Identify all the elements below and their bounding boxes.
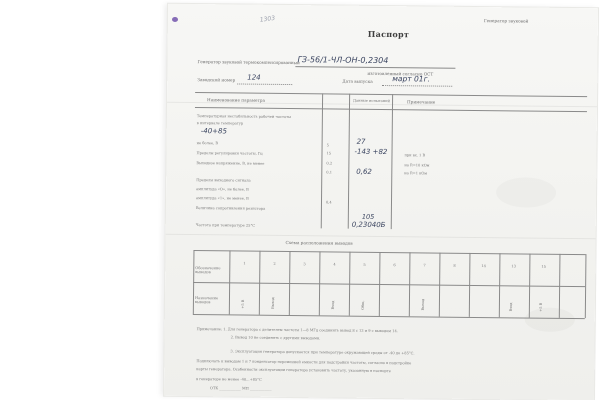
- document-sheet: [164, 4, 598, 400]
- pin-assignment: +5 В: [240, 299, 245, 309]
- factory-number-value: 124: [247, 73, 261, 82]
- note-4: карты генератора. Особенности эксплуатации генератора установить частоту, указанную в паспорте: [196, 367, 391, 374]
- pin-number: 8: [453, 263, 456, 268]
- pin-assignment: +5 В: [538, 302, 543, 312]
- corner-stamp: 1303: [259, 14, 276, 24]
- param-row-label: не более, В: [196, 141, 219, 146]
- param-row-label: Пределы регулировки частоты, Гц: [196, 151, 263, 156]
- pin-table-title: Схема расположения выводов: [285, 240, 353, 246]
- pin-number: 3: [303, 262, 306, 267]
- note-1b: 2. Вывод 10 не соединять с другими выводами.: [230, 335, 321, 341]
- param-row-note: на R=1 кОм: [404, 171, 428, 176]
- param-row-label: в интервале температур: [196, 121, 244, 126]
- left-mark: 0,2: [326, 161, 333, 166]
- pin-row-label-1: Обозначение выводов: [195, 266, 221, 275]
- params-header-data: Данные испытаний: [353, 98, 391, 104]
- pin-number: 15: [541, 264, 546, 269]
- page-title: Паспорт: [367, 28, 410, 40]
- param-row-label: Пределы выходного сигнала: [196, 178, 251, 183]
- param-row-value: -143 +82: [354, 147, 388, 157]
- param-row-value: 0,23040Б: [351, 220, 386, 230]
- pin-number: 1: [243, 261, 246, 266]
- pin-row-label-2: Назначение выводов: [194, 296, 219, 305]
- note-2: 3. Эксплуатация генератора допускается при температуре окружающей среды от -40 до +85°С.: [230, 349, 415, 356]
- date-label: Дата выпуска: [342, 78, 373, 84]
- pin-assignment: Общ.: [360, 300, 365, 310]
- pin-number: 2: [273, 261, 276, 266]
- param-row-label: Частота при температуре 25°С: [195, 223, 256, 228]
- params-header-name: Наименование параметра: [207, 97, 266, 103]
- intro-line1: Генератор звуковой термокомпенсированный: [197, 59, 300, 66]
- param-row-label: амплитуда «О», не более, В: [196, 187, 249, 192]
- paper-stain: [496, 177, 556, 208]
- left-mark: 0,1: [326, 170, 333, 175]
- header-top-right: Генератор звуковой: [483, 18, 529, 24]
- note-3: Подключать к выводам 1 и 7 конденсатор переменной емкости для подстройки частоты, согласно в подстройке: [196, 359, 412, 366]
- param-row-value: -40+85: [200, 127, 227, 136]
- pin-number: 14: [481, 264, 486, 269]
- param-row-label: Величина сопротивления резистора: [195, 206, 266, 211]
- pin-number: 13: [511, 264, 516, 269]
- param-row-note: при вх. 1 В: [404, 153, 426, 158]
- pin-number: 6: [393, 263, 396, 268]
- pin-assignment: Вход: [330, 300, 335, 310]
- pin-assignment: Выход: [270, 297, 275, 309]
- pin-assignment: Вход: [508, 302, 513, 312]
- pin-number: 7: [423, 263, 426, 268]
- left-mark: 5: [326, 143, 329, 148]
- param-row-note: на R=10 кОм: [404, 163, 430, 168]
- param-row-label: Температурная нестабильность рабочей частоты: [196, 114, 292, 120]
- paper-stain: [525, 308, 575, 333]
- note-1: Примечание: 1. Для генератора с делителем частоты 1—8 МГц соединить вывод 8 с 13 и 9 с выводом 14.: [196, 327, 398, 334]
- pin-number: 5: [363, 262, 366, 267]
- param-row-value: 27: [356, 137, 366, 146]
- note-6: ОТК ____________ МП ____________: [210, 386, 272, 391]
- note-5: в генераторе не менее -40...+85°С: [196, 377, 262, 382]
- param-row-value: 105: [361, 212, 375, 221]
- params-header-note: Примечание: [407, 99, 436, 105]
- model-handwritten: ГЗ-56/1-ЧЛ-ОН-0,2304: [297, 55, 389, 66]
- param-row-value: 0,62: [356, 167, 372, 176]
- pin-number: 4: [333, 262, 336, 267]
- left-mark: 15: [326, 151, 332, 156]
- intro-line2: изготовленный согласно ОСТ: [367, 70, 434, 77]
- left-mark: 0,4: [325, 200, 332, 205]
- date-value: март 01г.: [392, 74, 430, 84]
- param-row-label: амплитуда «1», не менее, В: [196, 196, 249, 201]
- pin-assignment: Выход: [420, 298, 425, 311]
- factory-number-label: Заводской номер: [197, 77, 236, 83]
- ink-mark: [172, 17, 178, 22]
- param-row-label: Выходное напряжение, В, не менее: [196, 161, 265, 166]
